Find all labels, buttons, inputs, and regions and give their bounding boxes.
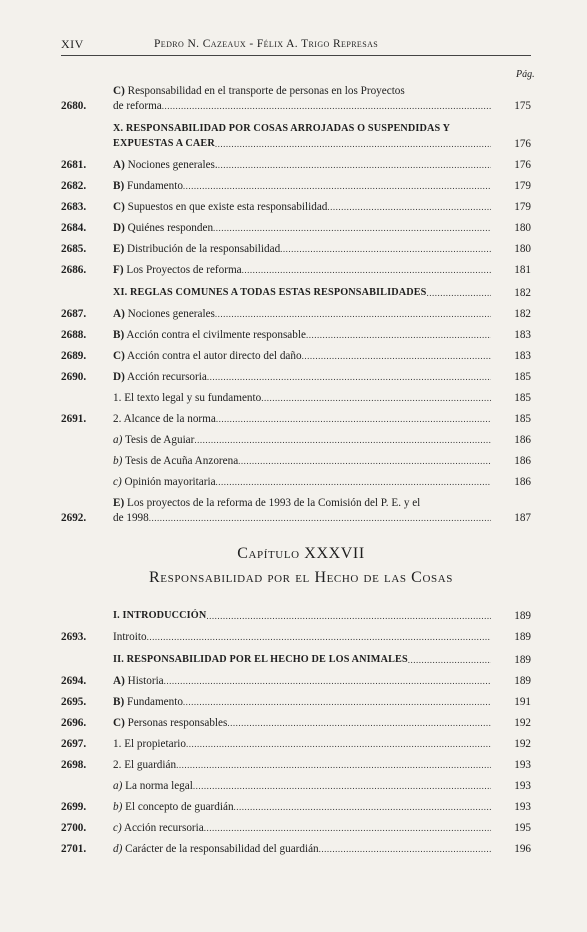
entry-text bbox=[113, 412, 491, 426]
entry-number: 2700. bbox=[61, 822, 87, 834]
toc-entry-row bbox=[61, 179, 541, 193]
entry-line bbox=[113, 511, 491, 525]
entry-title: 1. El propietario bbox=[113, 738, 187, 750]
entry-text bbox=[113, 674, 491, 688]
entry-line bbox=[113, 779, 491, 793]
toc-part-1 bbox=[61, 84, 541, 525]
entry-title: Tesis de Aguiar bbox=[124, 434, 195, 446]
page-number: 195 bbox=[514, 822, 531, 834]
entry-line bbox=[113, 609, 491, 623]
entry-number: 2683. bbox=[61, 201, 87, 213]
page-number: 189 bbox=[514, 675, 531, 687]
entry-label: E) bbox=[113, 497, 125, 509]
entry-text bbox=[113, 221, 491, 235]
page-number: 180 bbox=[514, 243, 531, 255]
entry-line bbox=[113, 200, 491, 214]
entry-line bbox=[113, 391, 491, 405]
toc-entry-row bbox=[61, 412, 541, 426]
chapter-number: Capítulo XXXVII bbox=[237, 545, 365, 562]
entry-number: 2688. bbox=[61, 329, 87, 341]
entry-label: E) bbox=[113, 243, 125, 255]
entry-title: Distribución de la responsabilidad bbox=[126, 243, 281, 255]
entry-number: 2687. bbox=[61, 308, 87, 320]
dot-leader bbox=[216, 413, 491, 426]
page-number: 186 bbox=[514, 434, 531, 446]
page-number: 180 bbox=[514, 222, 531, 234]
entry-line bbox=[113, 137, 491, 151]
toc-entry-row bbox=[61, 695, 541, 709]
dot-leader bbox=[183, 696, 491, 709]
entry-title: X. RESPONSABILIDAD POR COSAS ARROJADAS O SUSPENDIDAS Y bbox=[113, 123, 451, 134]
entry-line bbox=[113, 99, 491, 113]
page-number: 189 bbox=[514, 631, 531, 643]
toc-entry-row bbox=[61, 758, 541, 772]
entry-title: Fundamento bbox=[126, 180, 183, 192]
entry-label: D) bbox=[113, 371, 125, 383]
page-number: 176 bbox=[514, 159, 531, 171]
toc-entry-row bbox=[61, 496, 541, 525]
running-head-authors: Pedro N. Cazeaux - Félix A. Trigo Represas bbox=[154, 38, 379, 50]
toc-section-row bbox=[61, 122, 541, 151]
entry-text bbox=[113, 454, 491, 468]
entry-line bbox=[113, 630, 491, 644]
entry-title: Historia bbox=[127, 675, 164, 687]
entry-line bbox=[113, 758, 491, 772]
chapter-title: Responsabilidad por el Hecho de las Cosas bbox=[149, 569, 453, 586]
entry-label: A) bbox=[113, 159, 125, 171]
page-number: 183 bbox=[514, 329, 531, 341]
dot-leader bbox=[319, 843, 491, 856]
toc-entry-row bbox=[61, 328, 541, 342]
entry-label: c) bbox=[113, 822, 122, 834]
page-number: 185 bbox=[514, 413, 531, 425]
entry-line bbox=[113, 433, 491, 447]
dot-leader bbox=[186, 738, 491, 751]
entry-line bbox=[113, 122, 491, 136]
entry-number: 2689. bbox=[61, 350, 87, 362]
toc-entry-row bbox=[61, 737, 541, 751]
entry-title: Opinión mayoritaria bbox=[124, 476, 216, 488]
entry-title: Nociones generales. bbox=[127, 159, 218, 171]
dot-leader bbox=[215, 308, 491, 321]
entry-text bbox=[113, 391, 491, 405]
entry-title: Los Proyectos de reforma bbox=[126, 264, 242, 276]
entry-label: d) bbox=[113, 843, 123, 855]
entry-label: B) bbox=[113, 696, 125, 708]
entry-number: 2693. bbox=[61, 631, 87, 643]
entry-line bbox=[113, 242, 491, 256]
toc-entry-row bbox=[61, 263, 541, 277]
entry-line bbox=[113, 454, 491, 468]
page-number: 183 bbox=[514, 350, 531, 362]
dot-leader bbox=[238, 455, 491, 468]
entry-number: 2691. bbox=[61, 413, 87, 425]
entry-line bbox=[113, 307, 491, 321]
entry-title: Introito bbox=[113, 631, 147, 643]
entry-title: Fundamento bbox=[126, 696, 183, 708]
dot-leader bbox=[280, 243, 491, 256]
entry-line bbox=[113, 821, 491, 835]
dot-leader bbox=[206, 610, 491, 623]
toc-entry-row bbox=[61, 221, 541, 235]
entry-text bbox=[113, 200, 491, 214]
dot-leader bbox=[302, 350, 491, 363]
entry-line bbox=[113, 842, 491, 856]
toc-entry-row bbox=[61, 454, 541, 468]
entry-title: El concepto de guardián bbox=[125, 801, 234, 813]
entry-line bbox=[113, 475, 491, 489]
entry-title: Los proyectos de la reforma de 1993 de la Comisión del P. E. y el bbox=[126, 497, 421, 509]
entry-title: Acción contra el civilmente responsable bbox=[126, 329, 306, 341]
toc-entry-row bbox=[61, 779, 541, 793]
entry-label: C) bbox=[113, 85, 125, 97]
entry-number: 2685. bbox=[61, 243, 87, 255]
entry-text bbox=[113, 653, 491, 667]
entry-title: Responsabilidad en el transporte de personas en los Proyectos bbox=[127, 85, 405, 97]
entry-title: La norma legal bbox=[125, 780, 193, 792]
entry-label: B) bbox=[113, 329, 125, 341]
entry-number: 2680. bbox=[61, 100, 87, 112]
toc-entry-row bbox=[61, 674, 541, 688]
entry-title: Quiénes responden bbox=[127, 222, 214, 234]
dot-leader bbox=[216, 476, 491, 489]
entry-text bbox=[113, 737, 491, 751]
dot-leader bbox=[193, 780, 491, 793]
entry-number: 2701. bbox=[61, 843, 87, 855]
entry-number: 2690. bbox=[61, 371, 87, 383]
entry-text bbox=[113, 800, 491, 814]
entry-text bbox=[113, 158, 491, 172]
entry-title: Nociones generales bbox=[127, 308, 215, 320]
running-head bbox=[61, 37, 531, 56]
toc-section-row bbox=[61, 609, 541, 623]
toc-entry-row bbox=[61, 242, 541, 256]
entry-label: A) bbox=[113, 675, 125, 687]
entry-line bbox=[113, 179, 491, 193]
page-number: 189 bbox=[514, 654, 531, 666]
entry-text bbox=[113, 842, 491, 856]
entry-text bbox=[113, 695, 491, 709]
entry-label: D) bbox=[113, 222, 125, 234]
toc-entry-row bbox=[61, 391, 541, 405]
dot-leader bbox=[227, 717, 491, 730]
entry-line bbox=[113, 263, 491, 277]
entry-line bbox=[113, 674, 491, 688]
entry-number: 2694. bbox=[61, 675, 87, 687]
entry-line bbox=[113, 328, 491, 342]
entry-text bbox=[113, 122, 491, 151]
dot-leader bbox=[215, 138, 491, 151]
entry-title: II. RESPONSABILIDAD POR EL HECHO DE LOS ANIMALES bbox=[113, 654, 408, 665]
entry-label: C) bbox=[113, 201, 125, 213]
page-number: 185 bbox=[514, 371, 531, 383]
entry-text bbox=[113, 433, 491, 447]
toc-entry-row bbox=[61, 716, 541, 730]
entry-line bbox=[113, 496, 491, 510]
entry-title: Supuestos en que existe esta responsabilidad bbox=[127, 201, 328, 213]
entry-title: Acción recursoria bbox=[123, 822, 204, 834]
entry-label: c) bbox=[113, 476, 122, 488]
toc-entry-row bbox=[61, 158, 541, 172]
page-number: 176 bbox=[514, 138, 531, 150]
page-number: 182 bbox=[514, 287, 531, 299]
entry-text bbox=[113, 630, 491, 644]
entry-line bbox=[113, 653, 491, 667]
entry-line bbox=[113, 412, 491, 426]
toc-part-2 bbox=[61, 609, 541, 856]
toc-entry-row bbox=[61, 84, 541, 113]
entry-text bbox=[113, 242, 491, 256]
toc-entry-row bbox=[61, 307, 541, 321]
dot-leader bbox=[149, 512, 491, 525]
dot-leader bbox=[261, 392, 491, 405]
page-number: 182 bbox=[514, 308, 531, 320]
dot-leader bbox=[218, 159, 491, 172]
entry-text bbox=[113, 821, 491, 835]
page-number: 193 bbox=[514, 759, 531, 771]
entry-line bbox=[113, 370, 491, 384]
entry-label: C) bbox=[113, 717, 125, 729]
toc-entry-row bbox=[61, 630, 541, 644]
entry-text bbox=[113, 370, 491, 384]
entry-title: I. INTRODUCCIÓN bbox=[113, 610, 207, 621]
entry-number: 2684. bbox=[61, 222, 87, 234]
toc-section-row bbox=[61, 653, 541, 667]
entry-number: 2681. bbox=[61, 159, 87, 171]
entry-text bbox=[113, 179, 491, 193]
toc-entry-row bbox=[61, 433, 541, 447]
toc-entry-row bbox=[61, 800, 541, 814]
page-number: 196 bbox=[514, 843, 531, 855]
entry-line bbox=[113, 800, 491, 814]
toc-entry-row bbox=[61, 370, 541, 384]
page-number: 189 bbox=[514, 610, 531, 622]
toc-entry-row bbox=[61, 821, 541, 835]
entry-text bbox=[113, 286, 491, 300]
page-number: 179 bbox=[514, 180, 531, 192]
entry-title: 2. Alcance de la norma bbox=[113, 413, 216, 425]
dot-leader bbox=[408, 654, 491, 667]
entry-text bbox=[113, 496, 491, 525]
page-number: 192 bbox=[514, 738, 531, 750]
dot-leader bbox=[194, 434, 491, 447]
entry-title: Personas responsables bbox=[127, 717, 228, 729]
toc-entry-row bbox=[61, 475, 541, 489]
entry-label: C) bbox=[113, 350, 125, 362]
page-number: 192 bbox=[514, 717, 531, 729]
chapter-heading bbox=[61, 545, 541, 587]
entry-label: a) bbox=[113, 434, 123, 446]
entry-text bbox=[113, 779, 491, 793]
entry-number: 2686. bbox=[61, 264, 87, 276]
dot-leader bbox=[204, 822, 491, 835]
entry-number: 2696. bbox=[61, 717, 87, 729]
dot-leader bbox=[327, 201, 491, 214]
entry-number: 2682. bbox=[61, 180, 87, 192]
entry-title: 2. El guardián bbox=[113, 759, 177, 771]
toc-entry-row bbox=[61, 349, 541, 363]
dot-leader bbox=[183, 180, 491, 193]
dot-leader bbox=[234, 801, 491, 814]
entry-text bbox=[113, 263, 491, 277]
entry-number: 2698. bbox=[61, 759, 87, 771]
entry-text bbox=[113, 328, 491, 342]
entry-text bbox=[113, 475, 491, 489]
entry-text bbox=[113, 716, 491, 730]
entry-label: b) bbox=[113, 455, 123, 467]
dot-leader bbox=[164, 675, 491, 688]
entry-line bbox=[113, 716, 491, 730]
entry-title: de reforma bbox=[113, 100, 162, 112]
page-number: 185 bbox=[514, 392, 531, 404]
dot-leader bbox=[427, 287, 492, 300]
page-number: 193 bbox=[514, 780, 531, 792]
entry-line bbox=[113, 695, 491, 709]
entry-line bbox=[113, 84, 491, 98]
entry-label: A) bbox=[113, 308, 125, 320]
entry-number: 2692. bbox=[61, 512, 87, 524]
page-number: 181 bbox=[514, 264, 531, 276]
page-number: 175 bbox=[514, 100, 531, 112]
entry-title: 1. El texto legal y su fundamento bbox=[113, 392, 262, 404]
entry-line bbox=[113, 349, 491, 363]
entry-label: F) bbox=[113, 264, 124, 276]
table-of-contents bbox=[61, 84, 541, 856]
toc-entry-row bbox=[61, 842, 541, 856]
dot-leader bbox=[176, 759, 491, 772]
entry-number: 2695. bbox=[61, 696, 87, 708]
toc-section-row bbox=[61, 286, 541, 300]
entry-line bbox=[113, 158, 491, 172]
page-number: 193 bbox=[514, 801, 531, 813]
entry-text bbox=[113, 307, 491, 321]
dot-leader bbox=[207, 371, 491, 384]
entry-label: b) bbox=[113, 801, 123, 813]
entry-title: EXPUESTAS A CAER bbox=[113, 138, 215, 149]
entry-label: B) bbox=[113, 180, 125, 192]
entry-title: Tesis de Acuña Anzorena bbox=[124, 455, 239, 467]
dot-leader bbox=[242, 264, 491, 277]
page-number: 191 bbox=[514, 696, 531, 708]
entry-title: Carácter de la responsabilidad del guardián bbox=[125, 843, 319, 855]
entry-line bbox=[113, 286, 491, 300]
entry-line bbox=[113, 737, 491, 751]
entry-text bbox=[113, 609, 491, 623]
dot-leader bbox=[306, 329, 491, 342]
entry-line bbox=[113, 221, 491, 235]
page-number: 187 bbox=[514, 512, 531, 524]
entry-number: 2697. bbox=[61, 738, 87, 750]
entry-text bbox=[113, 349, 491, 363]
page-number: 186 bbox=[514, 476, 531, 488]
dot-leader bbox=[213, 222, 491, 235]
dot-leader bbox=[162, 100, 491, 113]
page-column-label: Pág. bbox=[516, 69, 535, 80]
dot-leader bbox=[147, 631, 491, 644]
toc-entry-row bbox=[61, 200, 541, 214]
entry-title: Acción contra el autor directo del daño bbox=[127, 350, 302, 362]
entry-title: Acción recursoria bbox=[127, 371, 207, 383]
entry-text bbox=[113, 758, 491, 772]
page-number: 186 bbox=[514, 455, 531, 467]
entry-text bbox=[113, 84, 491, 113]
entry-number: 2699. bbox=[61, 801, 87, 813]
page-folio: XIV bbox=[61, 37, 84, 51]
entry-title: XI. REGLAS COMUNES A TODAS ESTAS RESPONSABILIDADES bbox=[113, 287, 427, 298]
page-number: 179 bbox=[514, 201, 531, 213]
entry-label: a) bbox=[113, 780, 123, 792]
entry-title: de 1998 bbox=[113, 512, 149, 524]
